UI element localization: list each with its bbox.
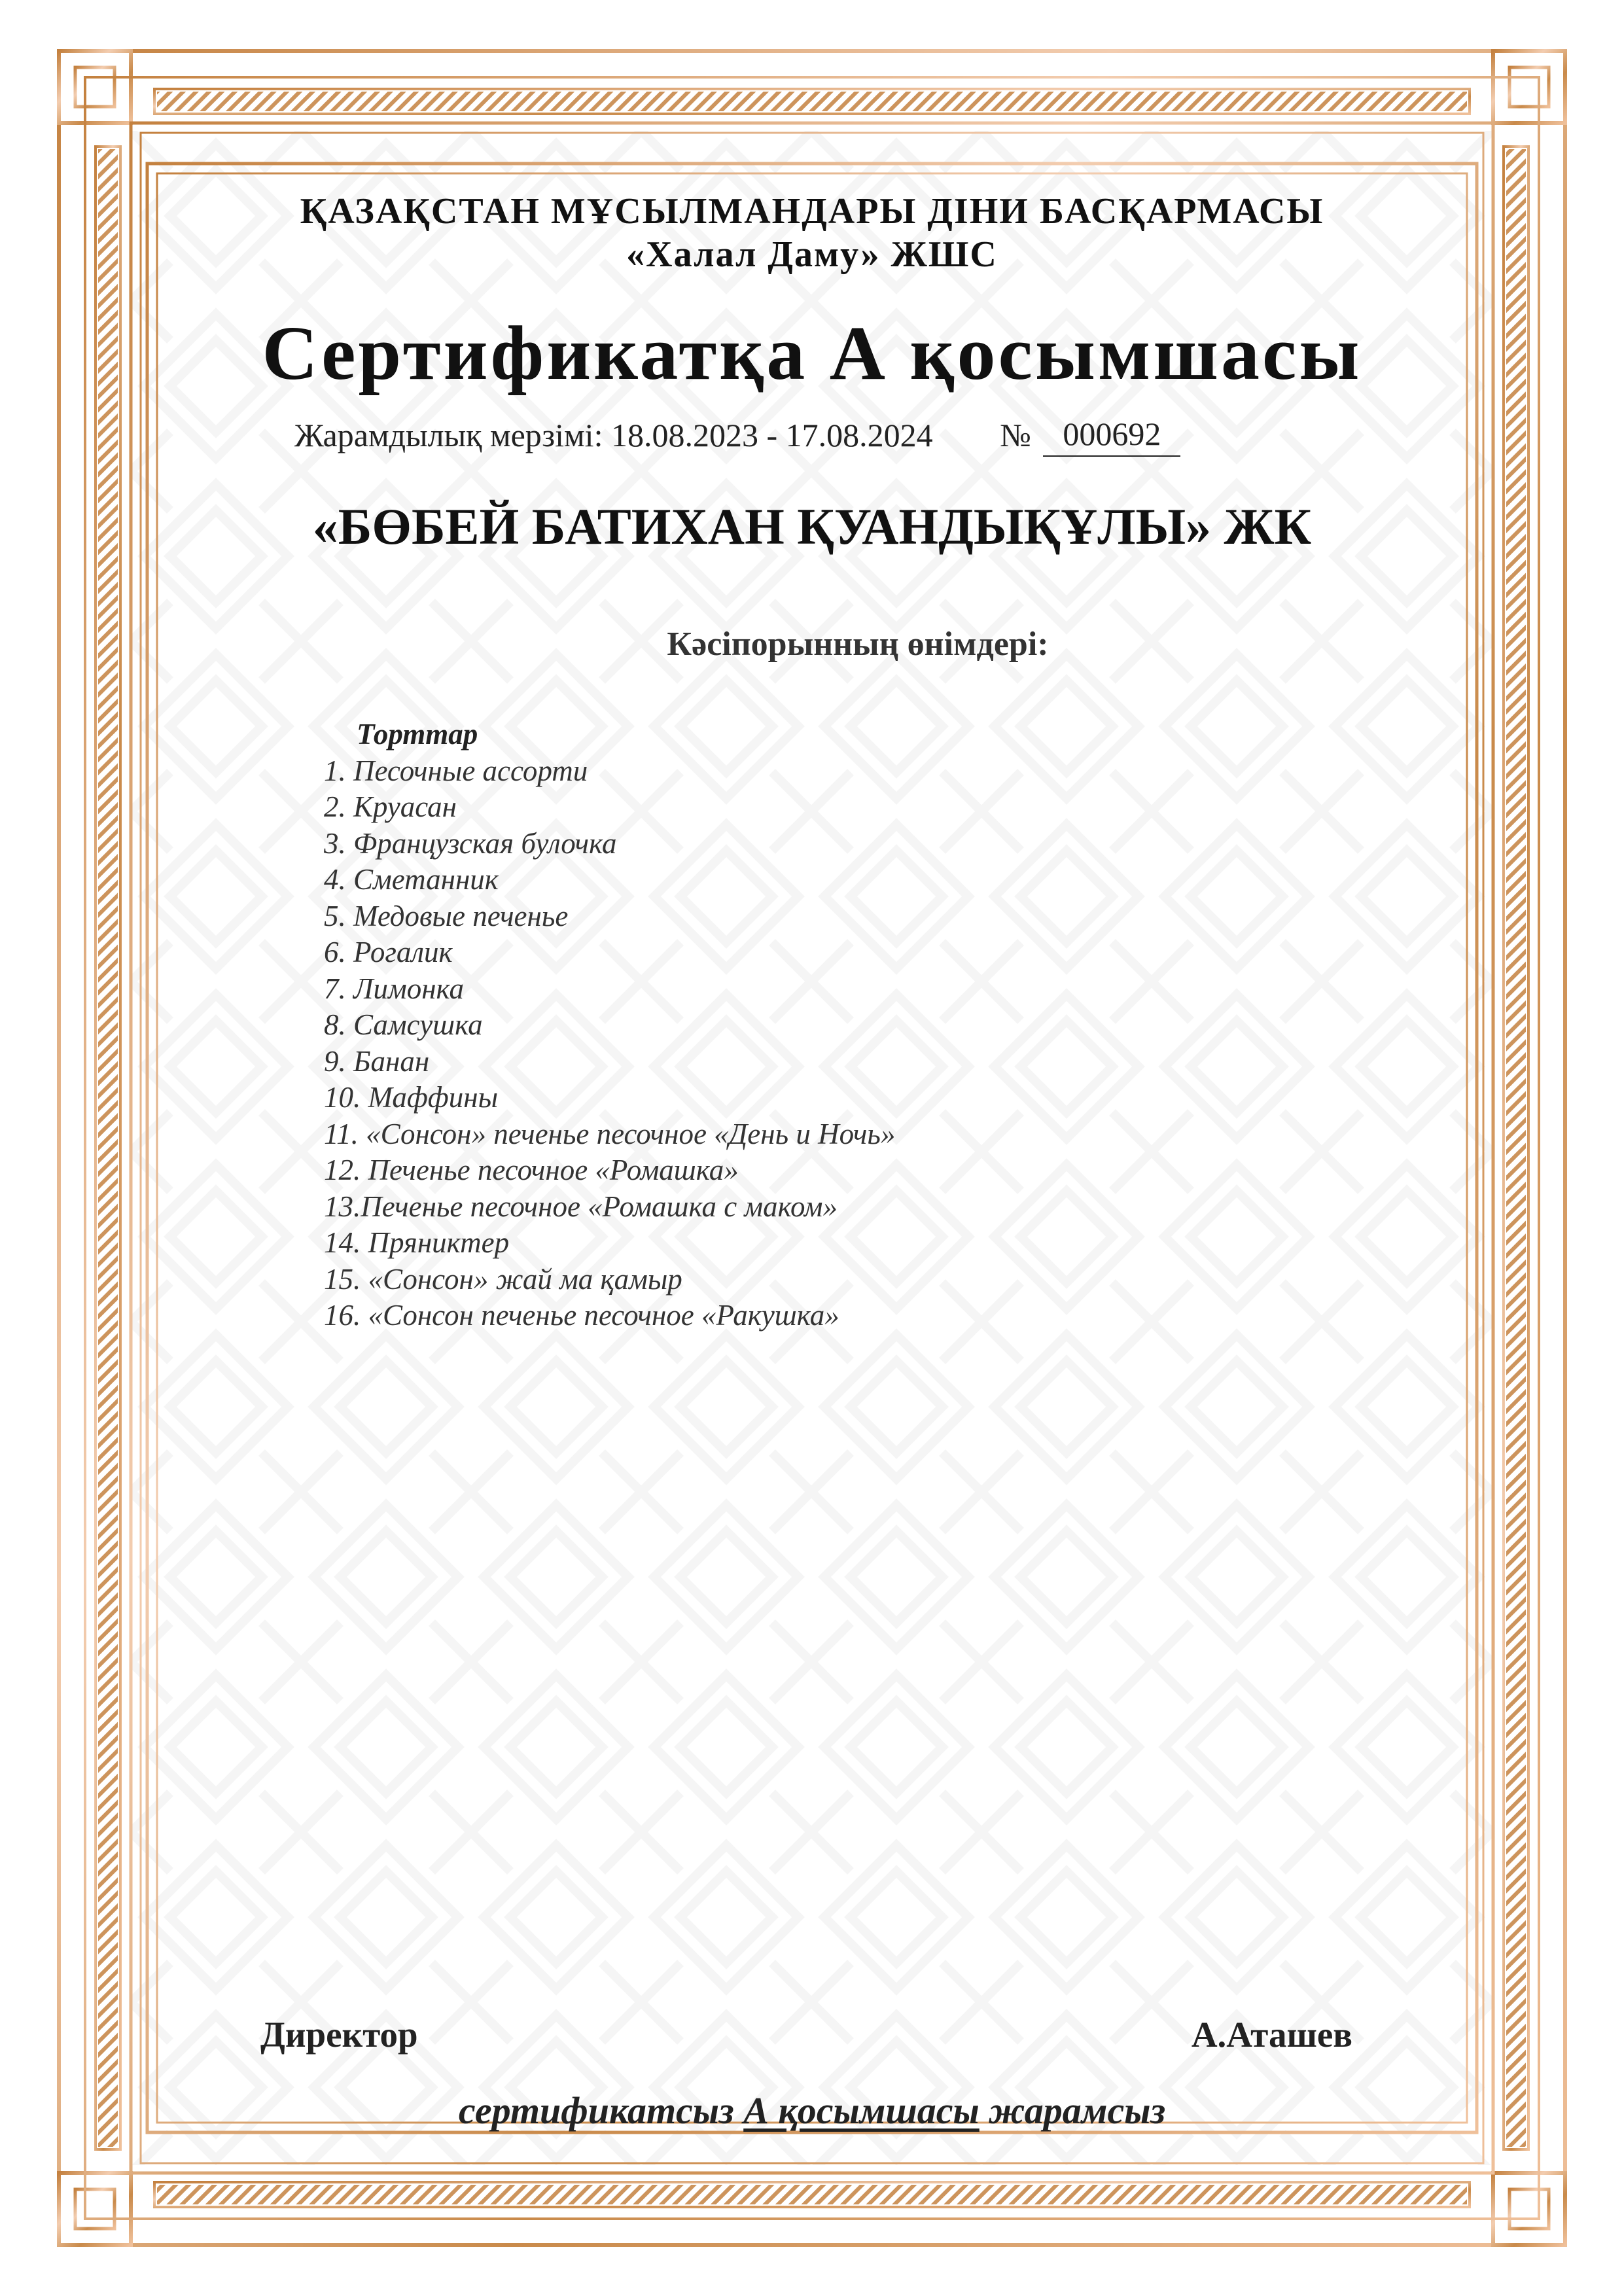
list-item: 3. Французская булочка	[324, 826, 617, 860]
list-item: 14. Пряниктер	[324, 1226, 510, 1259]
list-item: 11. «Сонсон» печенье песочное «День и Ночь»	[324, 1117, 896, 1150]
products-heading: Кәсіпорынның өнімдері:	[667, 626, 1049, 663]
validity-period: Жарамдылық мерзімі: 18.08.2023 - 17.08.2024	[294, 417, 933, 453]
list-item: 6. Рогалик	[324, 936, 453, 968]
organization-name: ҚАЗАҚСТАН МҰСЫЛМАНДАРЫ ДІНИ БАСҚАРМАСЫ	[300, 191, 1324, 232]
product-list	[324, 716, 1371, 1334]
validity-line	[294, 412, 1180, 465]
list-item: 16. «Сонсон печенье песочное «Ракушка»	[324, 1299, 839, 1332]
footer-part-1: сертификатсыз	[458, 2089, 734, 2132]
list-item: 15. «Сонсон» жай ма қамыр	[324, 1262, 682, 1296]
list-item: 5. Медовые печенье	[324, 899, 569, 932]
product-category: Торттар	[357, 718, 478, 751]
list-item: 4. Сметанник	[324, 863, 499, 896]
list-item: 13.Печенье песочное «Ромашка с маком»	[324, 1190, 838, 1223]
list-item: 8. Самсушка	[324, 1008, 483, 1041]
footer-note	[0, 2087, 1624, 2134]
footer-part-2: А қосымшасы	[743, 2089, 980, 2132]
signer-position: Директор	[260, 2015, 418, 2055]
list-item: 2. Круасан	[324, 790, 457, 823]
document-title: Сертификатқа А қосымшасы	[262, 310, 1362, 396]
company-name: «БӨБЕЙ БАТИХАН ҚУАНДЫҚҰЛЫ» ЖК	[312, 498, 1312, 555]
footer-part-3: жарамсыз	[989, 2089, 1166, 2132]
certificate-number: 000692	[1043, 412, 1180, 457]
list-item: 10. Маффины	[324, 1081, 499, 1114]
issuer-heading	[0, 190, 1624, 276]
list-item: 12. Печенье песочное «Ромашка»	[324, 1154, 739, 1186]
list-item: 9. Банан	[324, 1044, 430, 1078]
suborganization-name: «Халал Даму» ЖШС	[626, 234, 998, 275]
number-sign: №	[1000, 417, 1031, 453]
signer-name: А.Аташев	[1191, 2015, 1352, 2055]
list-item: 1. Песочные ассорти	[324, 754, 588, 787]
list-item: 7. Лимонка	[324, 972, 464, 1005]
